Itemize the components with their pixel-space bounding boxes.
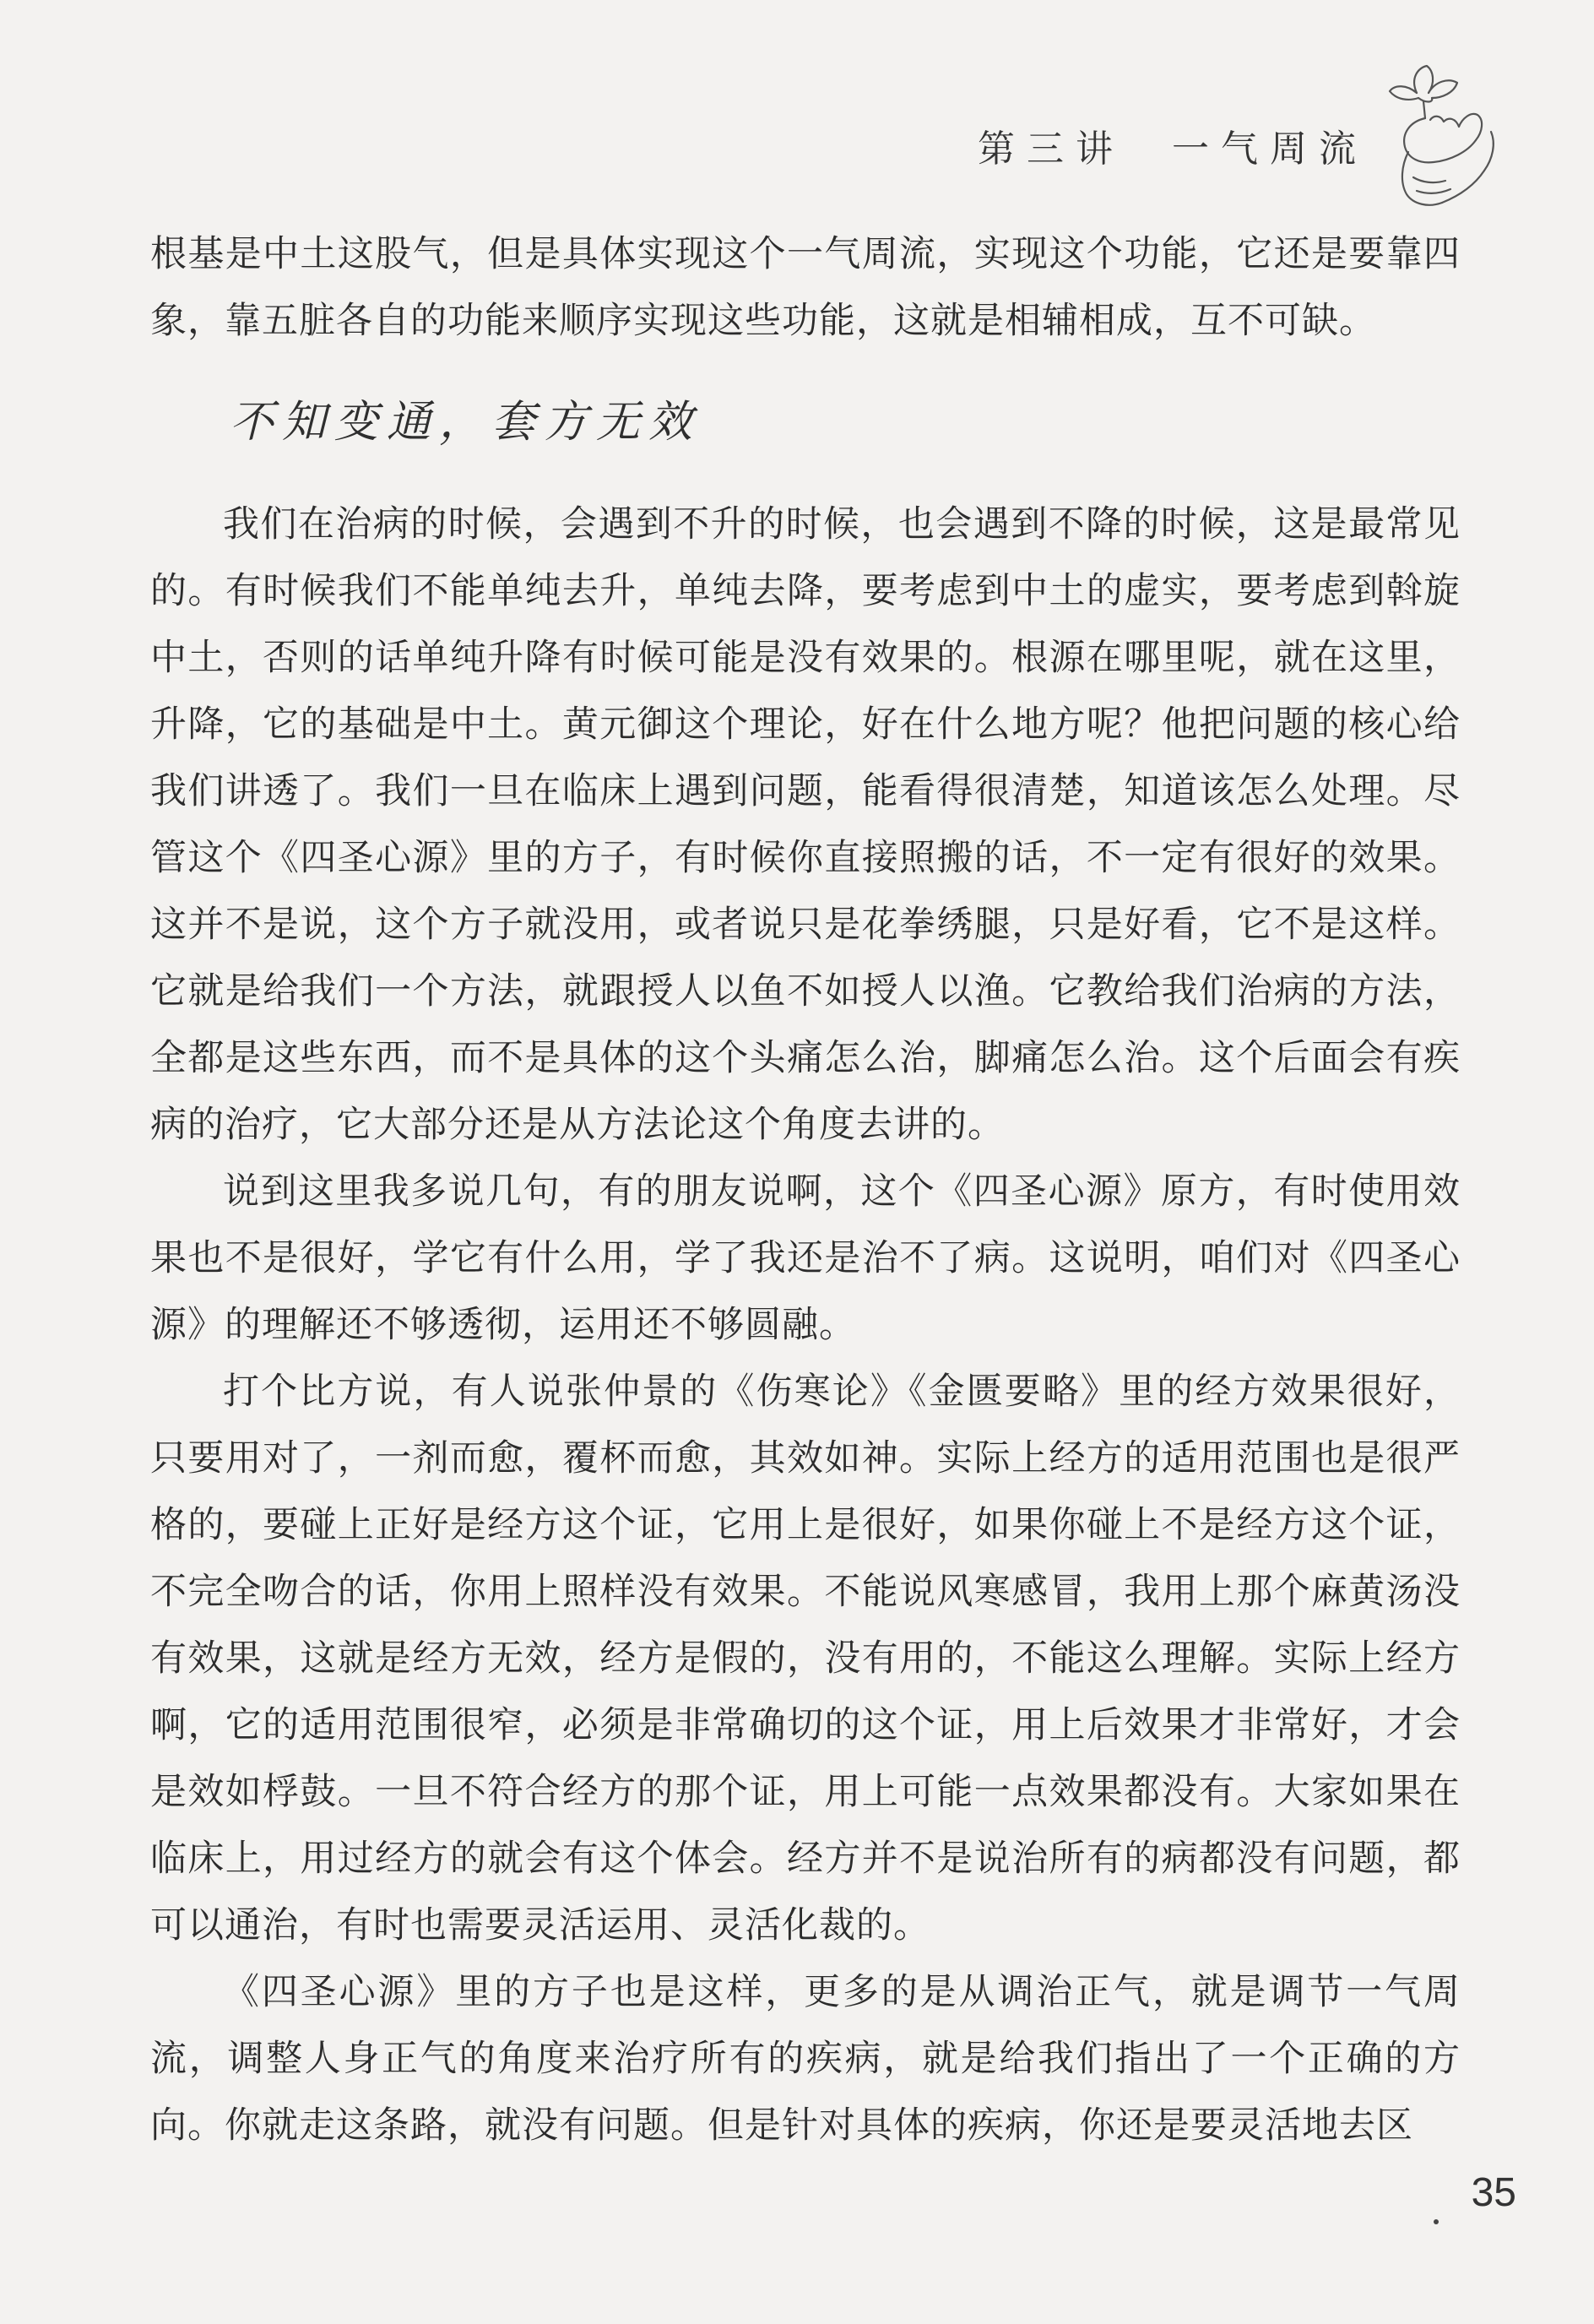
paragraph: 《四圣心源》里的方子也是这样，更多的是从调治正气，就是调节一气周流，调整人身正气的角度来治疗所有的疾病，就是给我们指出了一个正确的方向。你就走这条路，就没有问题。但是针对具体的疾病，你还是要灵活地去区 — [150, 1971, 1461, 2147]
page-dot — [1434, 2219, 1439, 2224]
running-header — [978, 118, 1368, 172]
paragraph: 打个比方说，有人说张仲景的《伤寒论》《金匮要略》里的经方效果很好，只要用对了，一剂而愈，覆杯而愈，其效如神。实际上经方的适用范围也是很严格的，要碰上正好是经方这个证，它用上是很好，如果你碰上不是经方这个证，不完全吻合的话，你用上照样没有效果。不能说风寒感冒，我用上那个麻黄汤没有效果，这就是经方无效，经方是假的，没有用的，不能这么理解。实际上经方啊，它的适用范围很窄，必须是非常确切的这个证，用上后效果才非常好，才会是效如桴鼓。一旦不符合经方的那个证，用上可能一点效果都没有。大家如果在临床上，用过经方的就会有这个体会。经方并不是说治所有的病都没有问题，都可以通治，有时也需要灵活运用、灵活化裁的。 — [150, 1371, 1461, 1947]
lecture-title: 一气周流 — [1172, 128, 1368, 171]
lotus-hand-icon — [1358, 59, 1501, 220]
section-heading: 不知变通，套方无效 — [230, 397, 702, 448]
page-body — [150, 221, 1461, 2159]
paragraph: 说到这里我多说几句，有的朋友说啊，这个《四圣心源》原方，有时使用效果也不是很好，学它有什么用，学了我还是治不了病。这说明，咱们对《四圣心源》的理解还不够透彻，运用还不够圆融。 — [150, 1170, 1461, 1346]
lecture-number: 第三讲 — [978, 128, 1125, 171]
page-number: 35 — [1471, 2170, 1516, 2215]
paragraph-continued: 根基是中土这股气，但是具体实现这个一气周流，实现这个功能，它还是要靠四象，靠五脏各自的功能来顺序实现这些功能，这就是相辅相成，互不可缺。 — [150, 233, 1461, 342]
paragraph: 我们在治病的时候，会遇到不升的时候，也会遇到不降的时候，这是最常见的。有时候我们不能单纯去升，单纯去降，要考虑到中土的虚实，要考虑到斡旋中土，否则的话单纯升降有时候可能是没有效果的。根源在哪里呢，就在这里，升降，它的基础是中土。黄元御这个理论，好在什么地方呢？他把问题的核心给我们讲透了。我们一旦在临床上遇到问题，能看得很清楚，知道该怎么处理。尽管这个《四圣心源》里的方子，有时候你直接照搬的话，不一定有很好的效果。这并不是说，这个方子就没用，或者说只是花拳绣腿，只是好看，它不是这样。它就是给我们一个方法，就跟授人以鱼不如授人以渔。它教给我们治病的方法，全都是这些东西，而不是具体的这个头痛怎么治，脚痛怎么治。这个后面会有疾病的治疗，它大部分还是从方法论这个角度去讲的。 — [150, 503, 1461, 1146]
